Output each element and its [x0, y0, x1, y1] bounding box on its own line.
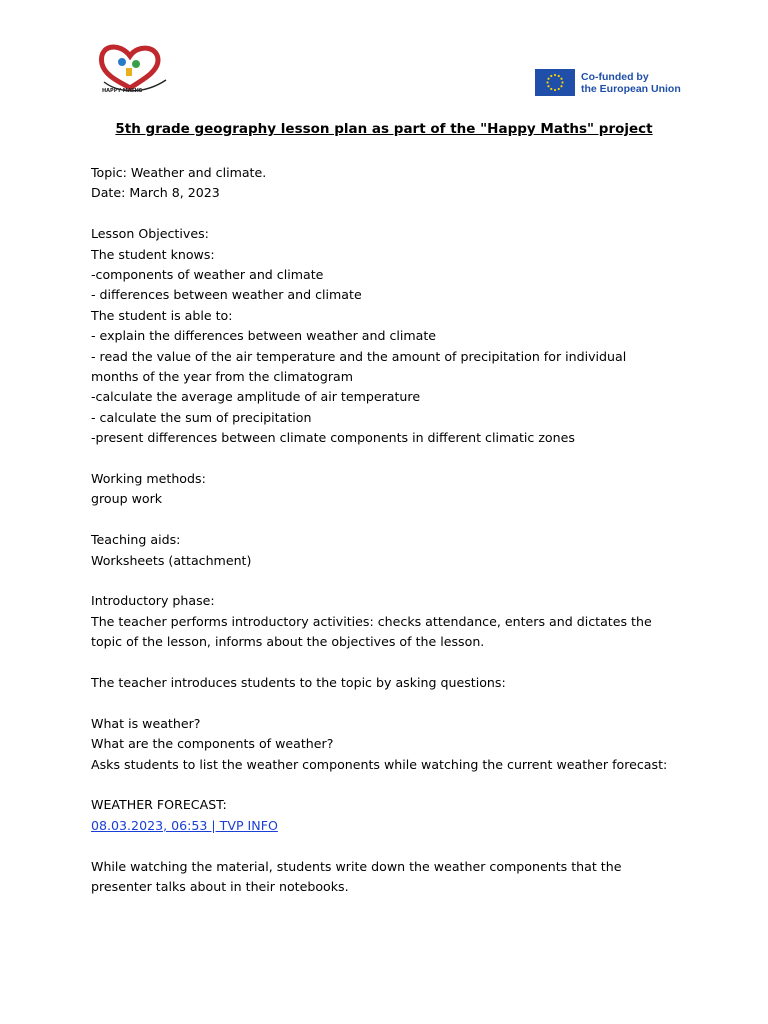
happy-maths-logo-text: HAPPY MATHS — [102, 88, 143, 94]
date-line: Date: March 8, 2023 — [91, 185, 220, 201]
topic-line: Topic: Weather and climate. — [91, 165, 267, 180]
able-item: - calculate the sum of precipitation — [91, 409, 312, 425]
able-heading: The student is able to: — [91, 307, 233, 323]
closing-paragraph: While watching the material, students write down the weather components that the — [91, 858, 622, 874]
forecast-heading: WEATHER FORECAST: — [91, 797, 227, 813]
question-item: What are the components of weather? — [91, 736, 334, 752]
happy-maths-logo — [90, 42, 170, 100]
knows-item: - differences between weather and climate — [91, 287, 362, 303]
question-item: What is weather? — [91, 715, 201, 731]
knows-item: -components of weather and climate — [91, 267, 324, 283]
forecast-video-link[interactable]: 08.03.2023, 06:53 | TVP INFO — [91, 817, 278, 833]
lesson-plan-body — [91, 163, 691, 898]
able-item: -calculate the average amplitude of air temperature — [91, 389, 421, 405]
eu-line-2: the European Union — [581, 82, 681, 95]
methods-value: group work — [91, 491, 163, 507]
eu-line-1: Co-funded by — [581, 70, 649, 83]
question-instruction: Asks students to list the weather components while watching the current weather forecast: — [91, 756, 668, 772]
eu-flag-icon — [535, 69, 575, 96]
objectives-heading: Lesson Objectives: — [91, 226, 209, 242]
intro-heading: Introductory phase: — [91, 593, 215, 609]
eu-cofunded-badge — [535, 69, 681, 96]
document-title: 5th grade geography lesson plan as part of the "Happy Maths" project — [115, 121, 653, 137]
able-item-continued: months of the year from the climatogram — [91, 369, 354, 385]
eu-cofunded-text — [581, 71, 681, 95]
closing-paragraph-continued: presenter talks about in their notebooks. — [91, 879, 349, 895]
intro-paragraph: The teacher performs introductory activities: checks attendance, enters and dictates the — [91, 613, 652, 629]
able-item: -present differences between climate components in different climatic zones — [91, 430, 575, 446]
able-item: - read the value of the air temperature and the amount of precipitation for individual — [91, 348, 627, 364]
knows-heading: The student knows: — [91, 246, 215, 262]
intro-questions-lead: The teacher introduces students to the topic by asking questions: — [91, 675, 506, 691]
aids-heading: Teaching aids: — [91, 532, 181, 548]
able-item: - explain the differences between weather and climate — [91, 328, 437, 344]
aids-value: Worksheets (attachment) — [91, 552, 252, 568]
intro-paragraph-continued: topic of the lesson, informs about the objectives of the lesson. — [91, 634, 485, 650]
methods-heading: Working methods: — [91, 471, 206, 487]
